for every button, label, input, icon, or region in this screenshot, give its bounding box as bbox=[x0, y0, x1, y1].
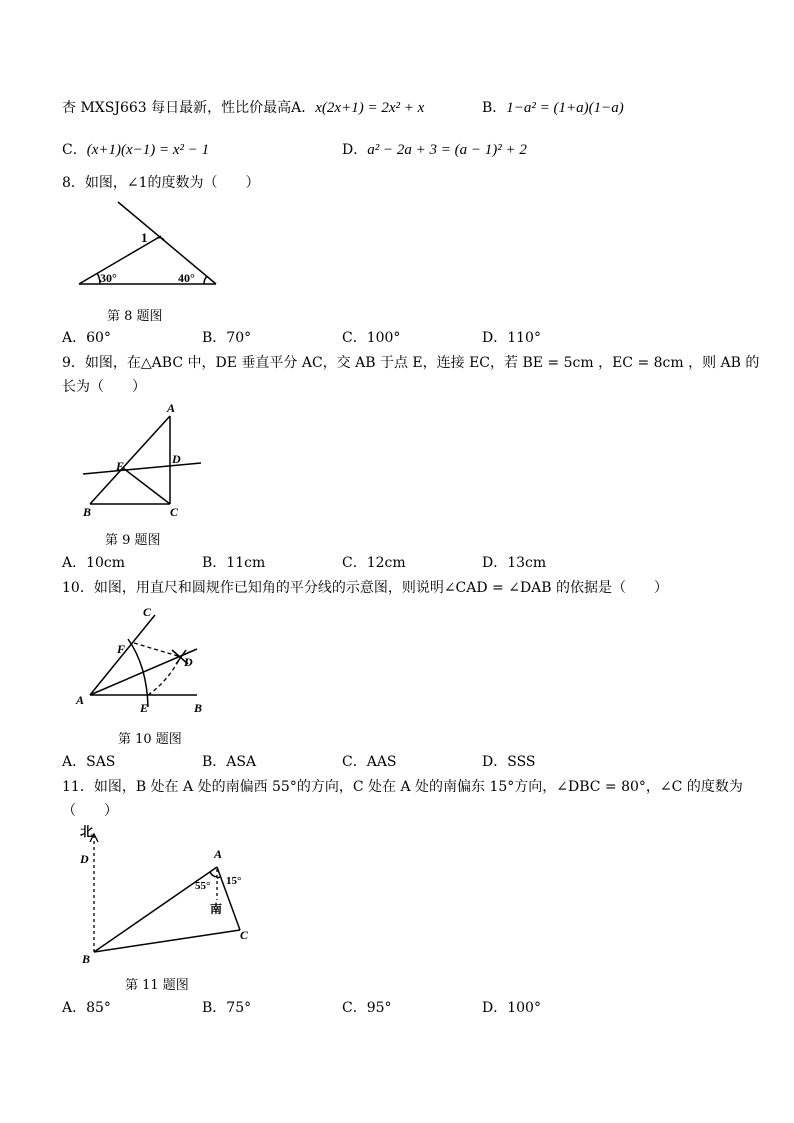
q11-label-b: B bbox=[82, 952, 91, 966]
q7-option-a-math: x(2x+1) = 2x² + x bbox=[315, 100, 425, 116]
q10-stem: 10．如图，用直尺和圆规作已知角的平分线的示意图，则说明∠CAD = ∠DAB 的依据是（ ） bbox=[62, 580, 669, 596]
q11-label-15: 15° bbox=[226, 875, 242, 887]
q8-stem: 8．如图，∠1的度数为（ ） bbox=[62, 175, 260, 191]
q8-figure bbox=[70, 196, 230, 292]
q11-label-a: A bbox=[214, 847, 223, 861]
q7-prefix-line bbox=[62, 99, 424, 117]
q9-stem-line1: 9．如图，在△ABC 中，DE 垂直平分 AC，交 AB 于点 E，连接 EC，若 BE = 5cm ，EC = 8cm ，则 AB 的 bbox=[62, 355, 760, 371]
q11-label-55: 55° bbox=[195, 880, 211, 892]
q7-option-c-label: C． bbox=[62, 142, 87, 158]
q7-option-d-math: a² − 2a + 3 = (a − 1)² + 2 bbox=[367, 142, 527, 158]
q11-caption: 第 11 题图 bbox=[125, 978, 189, 993]
q10-label-e: E bbox=[140, 701, 149, 715]
q11-stem-line2: （ ） bbox=[62, 803, 118, 819]
q9-label-a: A bbox=[167, 401, 176, 415]
q10-option-d: D．SSS bbox=[482, 754, 536, 770]
q8-caption: 第 8 题图 bbox=[107, 309, 163, 324]
q11-figure bbox=[74, 822, 264, 970]
q9-caption: 第 9 题图 bbox=[105, 533, 161, 548]
q9-label-e: E bbox=[116, 459, 125, 473]
q9-option-c: C．12cm bbox=[342, 555, 406, 571]
q9-label-c: C bbox=[170, 505, 179, 519]
q10-label-b: B bbox=[194, 701, 203, 715]
q11-label-south: 南 bbox=[210, 902, 223, 916]
q9-option-b: B．11cm bbox=[202, 555, 266, 571]
q10-option-b: B．ASA bbox=[202, 754, 257, 770]
q10-label-c: C bbox=[143, 605, 152, 619]
q7-option-c bbox=[62, 141, 209, 159]
q11-stem-line1: 11．如图，B 处在 A 处的南偏西 55°的方向，C 处在 A 处的南偏东 15°方向，∠DBC = 80°，∠C 的度数为 bbox=[62, 779, 743, 795]
q8-option-d: D．110° bbox=[482, 330, 541, 346]
q11-label-north: 北 bbox=[80, 824, 94, 839]
q10-label-d: D bbox=[184, 655, 193, 669]
q7-option-b-label: B． bbox=[482, 100, 507, 116]
q11-option-a: A．85° bbox=[62, 1000, 111, 1016]
q9-option-a: A．10cm bbox=[62, 555, 126, 571]
q10-label-a: A bbox=[76, 693, 85, 707]
q7-prefix: 杏 MXSJ663 每日最新，性比价最高 bbox=[62, 100, 292, 116]
q8-angle30-label: 30° bbox=[100, 271, 117, 285]
q7-option-a-label: A． bbox=[291, 100, 316, 116]
q7-option-b-math: 1−a² = (1+a)(1−a) bbox=[506, 100, 624, 116]
q11-label-c: C bbox=[240, 928, 249, 942]
q11-option-d: D．100° bbox=[482, 1000, 541, 1016]
q7-option-d-label: D． bbox=[342, 142, 368, 158]
q8-angle1-label: 1 bbox=[141, 230, 148, 245]
q11-option-b: B．75° bbox=[202, 1000, 252, 1016]
q11-option-c: C．95° bbox=[342, 1000, 392, 1016]
q8-option-c: C．100° bbox=[342, 330, 401, 346]
q10-figure bbox=[72, 602, 212, 716]
q7-option-c-math: (x+1)(x−1) = x² − 1 bbox=[86, 142, 210, 158]
q8-option-b: B．70° bbox=[202, 330, 252, 346]
q7-option-b bbox=[482, 99, 624, 117]
q9-label-d: D bbox=[172, 452, 181, 466]
q9-figure bbox=[78, 400, 208, 522]
q9-option-d: D．13cm bbox=[482, 555, 547, 571]
q8-option-a: A．60° bbox=[62, 330, 111, 346]
q7-option-d bbox=[342, 141, 527, 159]
q11-label-d: D bbox=[80, 852, 89, 866]
q10-option-a: A．SAS bbox=[62, 754, 116, 770]
q10-option-c: C．AAS bbox=[342, 754, 397, 770]
q10-label-f: F bbox=[117, 642, 126, 656]
q9-label-b: B bbox=[83, 505, 92, 519]
q9-stem-line2: 长为（ ） bbox=[62, 379, 146, 395]
q10-caption: 第 10 题图 bbox=[118, 732, 182, 747]
q8-angle40-label: 40° bbox=[178, 271, 195, 285]
